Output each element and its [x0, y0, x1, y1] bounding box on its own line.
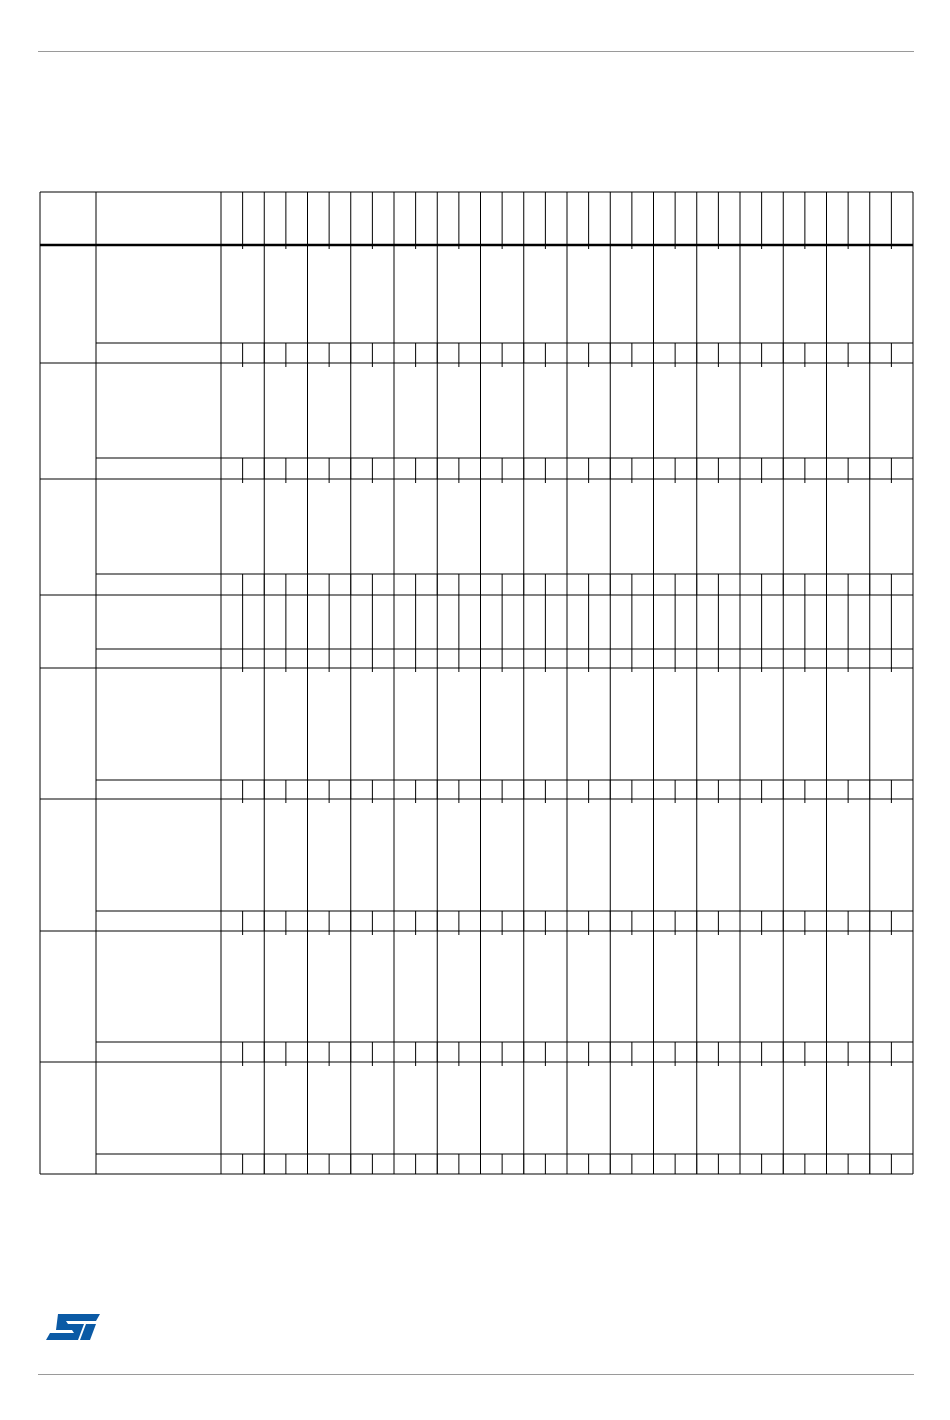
footer-rule — [38, 1374, 914, 1375]
st-logo-icon — [44, 1310, 104, 1344]
st-logo — [44, 1310, 104, 1344]
